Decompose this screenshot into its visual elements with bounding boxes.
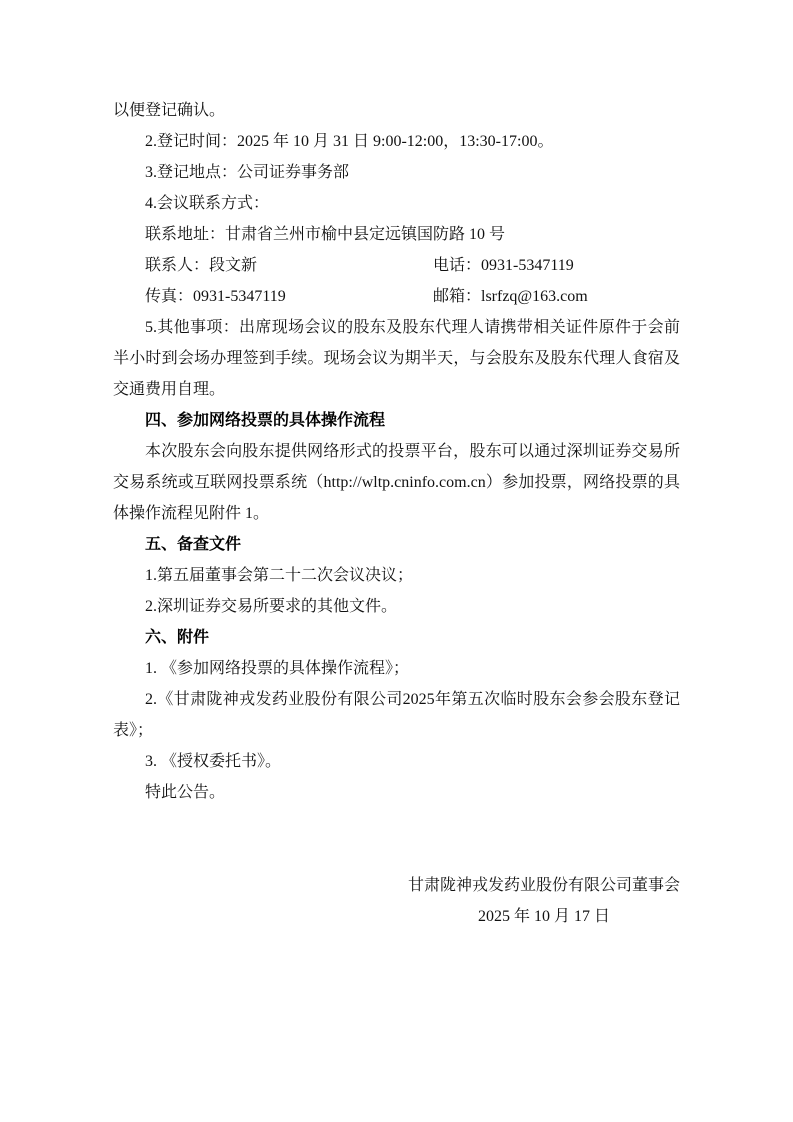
- contact-row-person-phone: [113, 250, 680, 281]
- signature-block: [113, 870, 680, 932]
- signature-company: 甘肃陇神戎发药业股份有限公司董事会: [407, 877, 680, 894]
- section-heading-network-voting: 四、参加网络投票的具体操作流程: [145, 412, 386, 429]
- list-item-attachment-1: 1. 《参加网络投票的具体操作流程》；: [145, 660, 410, 677]
- contact-person: 联系人：段文新: [145, 257, 258, 274]
- contact-row-fax-email: [113, 281, 680, 312]
- list-item-attachment-2: 2.《甘肃陇神戎发药业股份有限公司2025年第五次临时股东会参会股东登记表》；: [113, 691, 680, 739]
- list-item-attachment-3: 3. 《授权委托书》。: [145, 753, 282, 770]
- contact-fax: 传真：0931-5347119: [145, 288, 286, 305]
- paragraph-registration-time: 2.登记时间：2025 年 10 月 31 日 9:00-12:00，13:30-17:00。: [145, 133, 554, 150]
- document-content: [113, 95, 680, 932]
- paragraph-registration-place: 3.登记地点：公司证券事务部: [145, 164, 350, 181]
- signature-inner: [408, 870, 680, 932]
- signature-date: 2025 年 10 月 17 日: [477, 908, 610, 925]
- contact-email: 邮箱：lsrfzq@163.com: [433, 288, 588, 305]
- paragraph-contact-address: 联系地址：甘肃省兰州市榆中县定远镇国防路 10 号: [145, 226, 506, 243]
- list-item-reference-doc-1: 1.第五届董事会第二十二次会议决议；: [145, 567, 414, 584]
- section-heading-reference-documents: 五、备查文件: [145, 536, 242, 553]
- paragraph-other-matters: 5.其他事项：出席现场会议的股东及股东代理人请携带相关证件原件于会前半小时到会场办理签到手续。现场会议为期半天，与会股东及股东代理人食宿及交通费用自理。: [113, 319, 680, 398]
- section-heading-attachments: 六、附件: [145, 629, 210, 646]
- paragraph-closing: 特此公告。: [145, 784, 226, 801]
- paragraph-confirm-note: 以便登记确认。: [113, 102, 226, 119]
- list-item-reference-doc-2: 2.深圳证券交易所要求的其他文件。: [145, 598, 398, 615]
- contact-phone: 电话：0931-5347119: [433, 257, 574, 274]
- paragraph-network-voting-body: 本次股东会向股东提供网络形式的投票平台，股东可以通过深圳证券交易所交易系统或互联网投票系统（http://wltp.cninfo.com.cn）参加投票，网络投票的具体操作流程见附件 1。: [113, 443, 680, 522]
- paragraph-contact-heading: 4.会议联系方式：: [145, 195, 270, 212]
